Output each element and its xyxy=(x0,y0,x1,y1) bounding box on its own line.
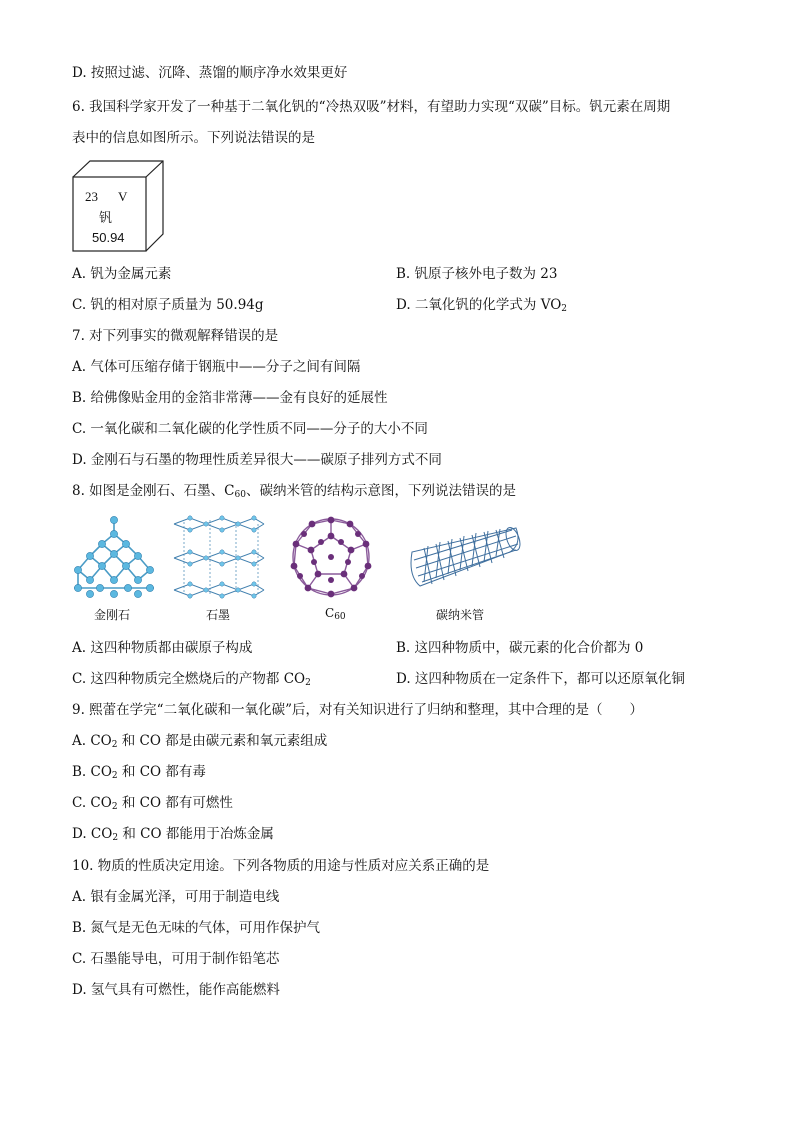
question-10-option-a: A. 银有金属光泽，可用于制造电线 xyxy=(72,889,280,905)
q6d-subscript: 2 xyxy=(561,304,568,314)
question-9-option-d xyxy=(72,825,274,843)
question-7-option-a: A. 气体可压缩存储于钢瓶中——分子之间有间隔 xyxy=(72,359,361,375)
element-symbol: V xyxy=(118,189,128,204)
c60-caption-text: C xyxy=(325,606,335,620)
q9b-text-pre: B. CO xyxy=(72,764,112,780)
question-9-stem: 9. 熙蕾在学完“二氧化碳和一氧化碳”后，对有关知识进行了归纳和整理，其中合理的是（ ） xyxy=(72,702,643,718)
q9c-text-pre: C. CO xyxy=(72,795,112,811)
question-8-option-d: D. 这四种物质在一定条件下，都可以还原氧化铜 xyxy=(396,671,685,687)
c60-structure-figure xyxy=(288,514,374,600)
question-7-stem: 7. 对下列事实的微观解释错误的是 xyxy=(72,328,279,344)
caption-nanotube: 碳纳米管 xyxy=(436,608,485,622)
q8-text-pre: 8. 如图是金刚石、石墨、C xyxy=(72,483,235,499)
nanotube-structure-figure xyxy=(398,522,528,594)
atomic-number: 23 xyxy=(85,189,98,204)
q9d-subscript: 2 xyxy=(112,833,119,843)
q9b-subscript: 2 xyxy=(111,771,118,781)
question-6-option-c: C. 钒的相对原子质量为 50.94g xyxy=(72,297,264,313)
q9a-text-post: 和 CO 都是由碳元素和氧元素组成 xyxy=(117,733,328,749)
question-10-stem: 10. 物质的性质决定用途。下列各物质的用途与性质对应关系正确的是 xyxy=(72,858,490,874)
q9c-text-post: 和 CO 都有可燃性 xyxy=(117,795,233,811)
q9d-text-pre: D. CO xyxy=(72,826,113,842)
question-10-option-c: C. 石墨能导电，可用于制作铅笔芯 xyxy=(72,951,280,967)
caption-diamond: 金刚石 xyxy=(94,608,131,622)
q9d-text-post: 和 CO 都能用于冶炼金属 xyxy=(118,826,274,842)
question-10-option-d: D. 氢气具有可燃性，能作高能燃料 xyxy=(72,982,280,998)
question-7-option-c: C. 一氧化碳和二氧化碳的化学性质不同——分子的大小不同 xyxy=(72,421,428,437)
q9a-text-pre: A. CO xyxy=(72,733,112,749)
question-8-option-a: A. 这四种物质都由碳原子构成 xyxy=(72,640,253,656)
question-8-stem xyxy=(72,482,516,500)
question-8-option-c xyxy=(72,670,311,688)
q8c-subscript: 2 xyxy=(305,678,311,688)
q8c-text: C. 这四种物质完全燃烧后的产物都 CO xyxy=(72,671,306,687)
question-6-stem-line-1: 6. 我国科学家开发了一种基于二氧化钒的“冷热双吸”材料，有望助力实现“双碳”目标。钒元素在周期 xyxy=(72,99,671,115)
question-9-option-b xyxy=(72,763,206,781)
question-7-option-b: B. 给佛像贴金用的金箔非常薄——金有良好的延展性 xyxy=(72,390,388,406)
question-6-option-d xyxy=(396,296,567,314)
caption-graphite: 石墨 xyxy=(206,608,231,622)
question-10-option-b: B. 氮气是无色无味的气体，可用作保护气 xyxy=(72,920,321,936)
q8-text-post: 、碳纳米管的结构示意图，下列说法错误的是 xyxy=(245,483,516,499)
q9a-subscript: 2 xyxy=(111,740,118,750)
question-7-option-d: D. 金刚石与石墨的物理性质差异很大——碳原子排列方式不同 xyxy=(72,452,442,468)
question-6-option-a: A. 钒为金属元素 xyxy=(72,266,172,282)
question-9-option-a xyxy=(72,732,327,750)
q9b-text-post: 和 CO 都有毒 xyxy=(117,764,206,780)
atomic-mass: 50.94 xyxy=(92,230,125,245)
element-name: 钒 xyxy=(99,211,113,226)
graphite-structure-figure xyxy=(170,514,266,600)
question-6-stem-line-2: 表中的信息如图所示。下列说法错误的是 xyxy=(72,130,315,146)
caption-c60 xyxy=(325,606,346,620)
question-5-option-d: D. 按照过滤、沉降、蒸馏的顺序净水效果更好 xyxy=(72,65,348,81)
question-8-option-b: B. 这四种物质中，碳元素的化合价都为 0 xyxy=(396,640,644,656)
vanadium-element-tile xyxy=(72,160,164,252)
question-9-option-c xyxy=(72,794,233,812)
q9c-subscript: 2 xyxy=(111,802,118,812)
q6d-text: D. 二氧化钒的化学式为 VO xyxy=(396,297,562,313)
diamond-structure-figure xyxy=(70,514,158,600)
question-6-option-b: B. 钒原子核外电子数为 23 xyxy=(396,266,558,282)
c60-caption-subscript: 60 xyxy=(334,612,346,622)
q8-subscript: 60 xyxy=(234,490,246,500)
